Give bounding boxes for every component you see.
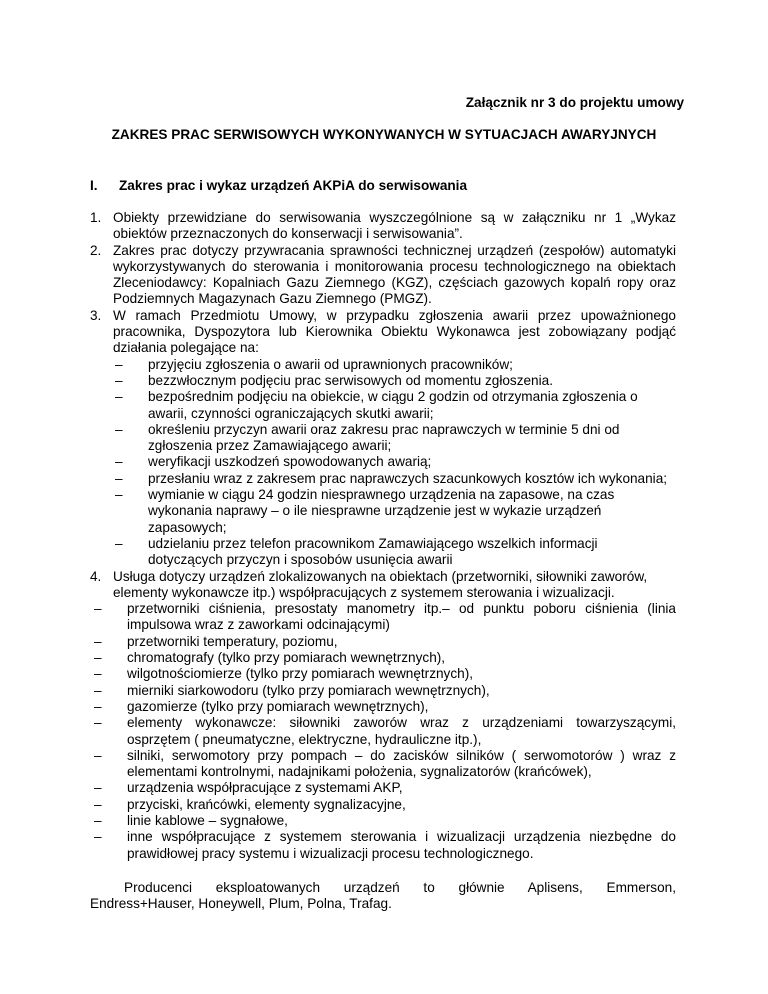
dash-bullet: – bbox=[94, 715, 102, 731]
dash-bullet: – bbox=[115, 535, 123, 551]
producers-line-2: Endress+Hauser, Honeywell, Plum, Polna, Trafag. bbox=[90, 896, 392, 912]
section-number: I. bbox=[90, 178, 98, 193]
sub-item-text: określeniu przyczyn awarii oraz zakresu prac naprawczych w terminie 5 dni od zgłoszenia przez Zamawiającego awarii; bbox=[148, 421, 620, 454]
sub-list-item bbox=[90, 748, 676, 781]
dash-bullet: – bbox=[115, 454, 123, 470]
sub-list-item bbox=[90, 471, 676, 487]
sub-list-item bbox=[90, 373, 676, 389]
item-text: W ramach Przedmiotu Umowy, w przypadku zgłoszenia awarii przez upoważnionego pracownika, Dyspozytora lub Kierownika Obiektu Wykonawca jest zobowiązany podjąć działania polegające na: bbox=[113, 307, 676, 356]
sub-item-text: elementy wykonawcze: siłowniki zaworów wraz z urządzeniami towarzyszącymi, osprzętem ( pneumatyczne, elektryczne, hydrauliczne itp.), bbox=[127, 715, 676, 747]
sub-list-item bbox=[90, 813, 676, 829]
sub-item-text: inne współpracujące z systemem sterowania i wizualizacji urządzenia niezbędne do prawidłowej pracy systemu i wizualizacji procesu technologicznego. bbox=[127, 829, 676, 861]
document-title: ZAKRES PRAC SERWISOWYCH WYKONYWANYCH W SYTUACJACH AWARYJNYCH bbox=[111, 127, 657, 142]
sub-list-item bbox=[90, 634, 676, 650]
sub-item-text: przyjęciu zgłoszenia o awarii od uprawnionych pracowników; bbox=[148, 356, 513, 372]
list-item-3 bbox=[90, 308, 676, 357]
sub-item-text: wymianie w ciągu 24 godzin niesprawnego urządzenia na zapasowe, na czas wykonania naprawy – o ile niesprawne urządzenie jest w wykazie urządzeń zapasowych; bbox=[148, 487, 615, 535]
item-text: Obiekty przewidziane do serwisowania wyszczególnione są w załączniku nr 1 „Wykaz obiektów przeznaczonych do konserwacji i serwisowania”. bbox=[113, 210, 676, 242]
duties-list bbox=[90, 357, 676, 569]
item-number: 2. bbox=[90, 242, 102, 258]
sub-item-text: wilgotnościomierze (tylko przy pomiarach wewnętrznych), bbox=[127, 666, 474, 682]
annex-label: Załącznik nr 3 do projektu umowy bbox=[465, 95, 684, 110]
dash-bullet: – bbox=[94, 633, 102, 649]
document-body bbox=[90, 210, 676, 912]
item-text: Usługa dotyczy urządzeń zlokalizowanych na obiektach (przetworniki, siłowniki zaworów, elementy wykonawcze itp.) współpracujących z systemem sterowania i wizualizacji. bbox=[113, 568, 648, 600]
sub-list-item bbox=[90, 389, 676, 422]
sub-item-text: przetworniki ciśnienia, presostaty manometry itp.– od punktu poboru ciśnienia (linia impulsowa wraz z zaworkami odcinającymi) bbox=[127, 601, 676, 633]
dash-bullet: – bbox=[115, 372, 123, 388]
sub-item-text: linie kablowe – sygnałowe, bbox=[127, 812, 288, 828]
dash-bullet: – bbox=[94, 682, 102, 698]
dash-bullet: – bbox=[94, 698, 102, 714]
producers-paragraph bbox=[90, 880, 676, 913]
sub-item-text: mierniki siarkowodoru (tylko przy pomiarach wewnętrznych), bbox=[127, 682, 490, 698]
dash-bullet: – bbox=[94, 796, 102, 812]
dash-bullet: – bbox=[94, 829, 102, 845]
sub-item-text: weryfikacji uszkodzeń spowodowanych awarią; bbox=[148, 454, 432, 470]
item-number: 3. bbox=[90, 307, 102, 323]
dash-bullet: – bbox=[115, 470, 123, 486]
sub-item-text: gazomierze (tylko przy pomiarach wewnętrznych), bbox=[127, 698, 429, 714]
dash-bullet: – bbox=[115, 421, 123, 437]
section-heading bbox=[90, 178, 467, 194]
dash-bullet: – bbox=[94, 747, 102, 763]
list-item-1 bbox=[90, 210, 676, 243]
sub-item-text: bezpośrednim podjęciu na obiekcie, w ciągu 2 godzin od otrzymania zgłoszenia o awarii, czynności ograniczających skutki awarii; bbox=[148, 389, 638, 421]
sub-item-text: urządzenia współpracujące z systemami AKP, bbox=[127, 780, 403, 796]
sub-list-item bbox=[90, 601, 676, 634]
sub-list-item bbox=[90, 683, 676, 699]
sub-list-item bbox=[90, 797, 676, 813]
sub-item-text: chromatografy (tylko przy pomiarach wewnętrznych), bbox=[127, 650, 446, 666]
dash-bullet: – bbox=[94, 601, 102, 617]
list-item-2 bbox=[90, 243, 676, 308]
dash-bullet: – bbox=[94, 666, 102, 682]
sub-list-item bbox=[90, 357, 676, 373]
item-text: Zakres prac dotyczy przywracania sprawności technicznej urządzeń (zespołów) automatyki wykorzystywanych do sterowania i monitorowania procesu technologicznego na obiektach Zleceniodawcy: Kopalniach Gazu Ziemnego (KGZ), częściach gazowych kopalń ropy oraz Podziemnych Magazynach Gazu Ziemnego (PMGZ). bbox=[113, 242, 676, 307]
sub-list-item bbox=[90, 650, 676, 666]
sub-item-text: bezzwłocznym podjęciu prac serwisowych od momentu zgłoszenia. bbox=[148, 372, 553, 388]
dash-bullet: – bbox=[94, 780, 102, 796]
sub-list-item bbox=[90, 487, 676, 536]
dash-bullet: – bbox=[94, 650, 102, 666]
sub-list-item bbox=[90, 454, 676, 470]
dash-bullet: – bbox=[94, 812, 102, 828]
sub-list-item bbox=[90, 829, 676, 862]
sub-list-item bbox=[90, 715, 676, 748]
sub-item-text: przyciski, krańcówki, elementy sygnalizacyjne, bbox=[127, 796, 406, 812]
dash-bullet: – bbox=[115, 389, 123, 405]
sub-list-item bbox=[90, 666, 676, 682]
section-title: Zakres prac i wykaz urządzeń AKPiA do serwisowania bbox=[119, 178, 468, 193]
sub-item-text: silniki, serwomotory przy pompach – do zacisków silników ( serwomotorów ) wraz z elementami kontrolnymi, nadajnikami położenia, sygnalizatorów (krańcówek), bbox=[127, 747, 676, 780]
dash-bullet: – bbox=[115, 356, 123, 372]
sub-item-text: przesłaniu wraz z zakresem prac naprawczych szacunkowych kosztów ich wykonania; bbox=[148, 470, 668, 486]
sub-list-item bbox=[90, 780, 676, 796]
sub-list-item bbox=[90, 536, 676, 569]
sub-item-text: przetworniki temperatury, poziomu, bbox=[127, 633, 338, 649]
sub-list-item bbox=[90, 422, 676, 455]
producers-line-1: Producenci eksploatowanych urządzeń to głównie Aplisens, Emmerson, bbox=[124, 879, 676, 895]
sub-list-item bbox=[90, 699, 676, 715]
item-number: 1. bbox=[90, 210, 102, 225]
list-item-4 bbox=[90, 569, 676, 602]
devices-list bbox=[90, 601, 676, 862]
item-number: 4. bbox=[90, 568, 102, 584]
sub-item-text: udzielaniu przez telefon pracownikom Zamawiającego wszelkich informacji dotyczących przyczyn i sposobów usunięcia awarii bbox=[148, 535, 598, 568]
dash-bullet: – bbox=[115, 487, 123, 503]
